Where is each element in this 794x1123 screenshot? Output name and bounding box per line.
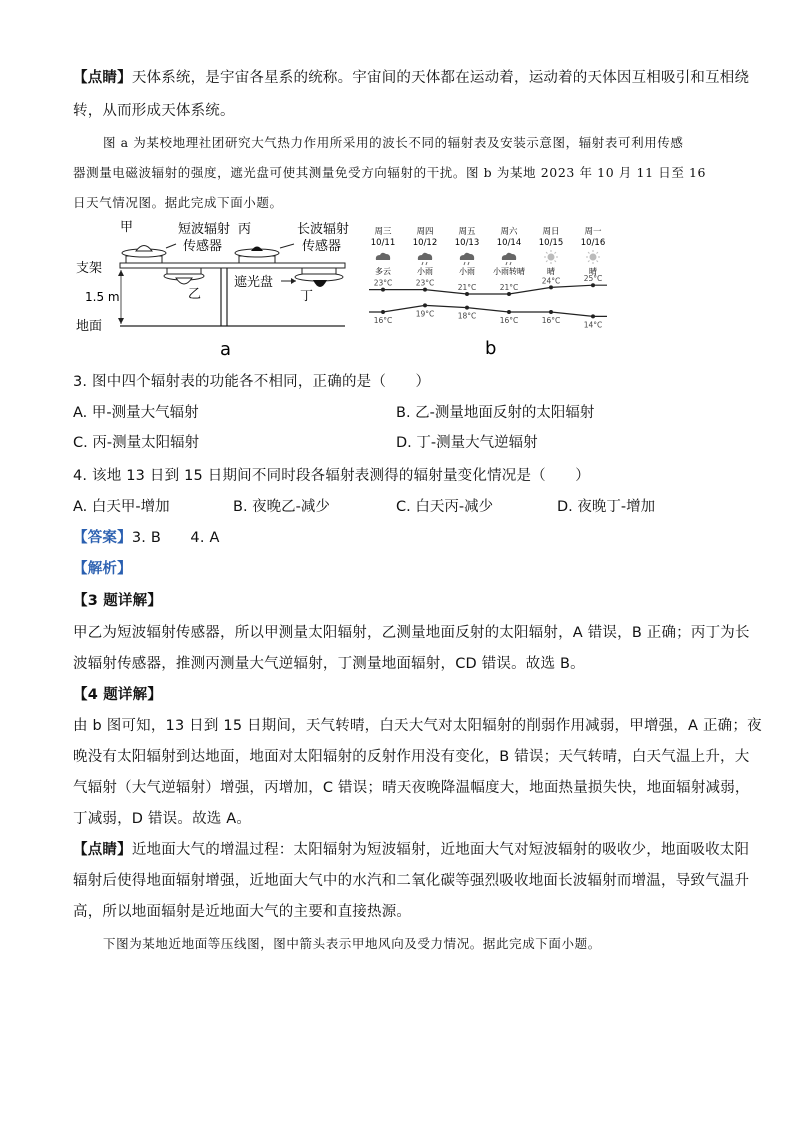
weather-label: 多云 <box>375 267 391 276</box>
detail4-tag: 【4 题详解】 <box>73 687 163 703</box>
caption-a: a <box>220 339 232 360</box>
high-temp-line <box>369 285 607 294</box>
q3-option-c: C. 丙-测量太阳辐射 <box>73 435 200 451</box>
note-text-1: 近地面大气的增温过程：太阳辐射为短波辐射，近地面大气对短波辐射的吸收少，地面吸收太阳 <box>131 842 750 858</box>
date-label: 10/14 <box>496 238 522 248</box>
low-temp-label: 16°C <box>373 316 393 325</box>
high-temp-label: 25°C <box>583 274 603 284</box>
label-height: 1.5 m <box>85 290 120 304</box>
high-temp-label: 21°C <box>499 283 519 292</box>
weekday-label: 周五 <box>458 227 476 237</box>
q3-option-a: A. 甲-测量大气辐射 <box>73 405 199 421</box>
q4-option-d: D. 夜晚丁-增加 <box>557 499 656 515</box>
q4-option-b: B. 夜晚乙-减少 <box>233 499 330 515</box>
note-line-2: 辐射后使得地面辐射增强，近地面大气中的水汽和二氧化碳等强烈吸收地面长波辐射而增温，导致气温升 <box>73 873 750 889</box>
rain-icon <box>460 253 474 265</box>
weekday-label: 周三 <box>374 227 392 237</box>
intro-tag: 【点睛】 <box>73 70 132 86</box>
weekday-label: 周四 <box>416 227 434 237</box>
low-temp-label: 18°C <box>457 311 477 321</box>
intro-line-1 <box>73 66 749 87</box>
weather-label: 晴 <box>589 267 597 276</box>
note-tag: 【点睛】 <box>73 842 132 858</box>
q4-stem: 4. 该地 13 日到 15 日期间不同时段各辐射表测得的辐射量变化情况是（ ） <box>73 468 590 484</box>
weekday-label: 周日 <box>542 227 560 237</box>
q4-option-a: A. 白天甲-增加 <box>73 499 170 515</box>
label-shade: 遮光盘 <box>234 275 274 290</box>
low-temp-label: 14°C <box>583 320 603 330</box>
detail4-line-2: 晚没有太阳辐射到达地面，地面对太阳辐射的反射作用没有变化，B 错误；天气转晴，白天气温上升，大 <box>73 749 750 765</box>
low-temp-label: 19°C <box>415 309 435 319</box>
label-long-wave-1: 长波辐射 <box>297 222 349 237</box>
intro-text-1: 天体系统，是宇宙各星系的统称。宇宙间的天体都在运动着，运动着的天体因互相吸引和互相绕 <box>131 70 750 86</box>
weather-label: 晴 <box>547 267 555 276</box>
date-label: 10/13 <box>454 238 480 248</box>
label-yi: 乙 <box>188 287 202 302</box>
q3-option-d: D. 丁-测量大气逆辐射 <box>396 435 538 451</box>
sun-icon <box>586 250 600 264</box>
intro-line-2: 转，从而形成天体系统。 <box>73 103 235 119</box>
label-bing: 丙 <box>238 222 252 237</box>
high-temp-label: 23°C <box>373 278 393 288</box>
next-stem: 下图为某地近地面等压线图，图中箭头表示甲地风向及受力情况。据此完成下面小题。 <box>103 936 601 951</box>
detail4-line-1: 由 b 图可知，13 日到 15 日期间，天气转晴，白天大气对太阳辐射的削弱作用减弱，甲增强，A 正确；夜 <box>73 718 762 734</box>
answer-text: 3. B 4. A <box>131 530 220 546</box>
date-label: 10/16 <box>580 238 606 248</box>
detail3-line-2: 波辐射传感器，推测丙测量大气逆辐射，丁测量地面辐射，CD 错误。故选 B。 <box>73 656 585 672</box>
figure-b <box>362 222 617 362</box>
caption-b: b <box>485 338 497 359</box>
detail3-line-1: 甲乙为短波辐射传感器，所以甲测量太阳辐射，乙测量地面反射的太阳辐射，A 错误，B 正确；丙丁为长 <box>73 625 750 641</box>
figure-a <box>74 218 349 360</box>
detail4-line-4: 丁减弱，D 错误。故选 A。 <box>73 811 252 827</box>
q4-option-c: C. 白天丙-减少 <box>396 499 494 515</box>
weather-label: 小雨 <box>459 267 475 276</box>
label-jia: 甲 <box>120 220 134 235</box>
label-ground: 地面 <box>76 319 103 334</box>
q3-stem: 3. 图中四个辐射表的功能各不相同，正确的是（ ） <box>73 374 431 390</box>
support-bar <box>120 263 345 268</box>
label-support: 支架 <box>76 261 103 276</box>
weekday-label: 周六 <box>500 227 518 237</box>
date-label: 10/12 <box>412 238 438 248</box>
label-short-wave-2: 传感器 <box>183 239 223 254</box>
weather-label: 小雨转晴 <box>493 267 525 276</box>
low-temp-line <box>369 305 607 319</box>
low-temp-label: 16°C <box>499 316 519 325</box>
cloudy-icon <box>376 253 390 260</box>
high-temp-label: 21°C <box>457 283 477 292</box>
rain-icon <box>502 253 516 265</box>
detail4-line-3: 气辐射（大气逆辐射）增强，丙增加，C 错误；晴天夜晚降温幅度大，地面热量损失快，地面辐射减弱， <box>73 780 750 796</box>
label-long-wave-2: 传感器 <box>302 239 342 254</box>
date-label: 10/11 <box>370 238 396 248</box>
label-ding: 丁 <box>300 289 314 304</box>
detail3-tag: 【3 题详解】 <box>73 593 163 609</box>
weather-label: 小雨 <box>417 267 433 276</box>
q3-option-b: B. 乙-测量地面反射的太阳辐射 <box>396 405 595 421</box>
note-line-3: 高，所以地面辐射是近地面大气的主要和直接热源。 <box>73 904 412 920</box>
high-temp-label: 24°C <box>541 276 561 286</box>
answer-line <box>73 526 220 547</box>
high-temp-label: 23°C <box>415 278 435 288</box>
stem-line-1: 图 a 为某校地理社团研究大气热力作用所采用的波长不同的辐射表及安装示意图，辐射表可利用传感 <box>103 135 684 150</box>
label-short-wave-1: 短波辐射 <box>178 222 231 237</box>
rain-icon <box>418 253 432 265</box>
stem-line-2: 器测量电磁波辐射的强度，遮光盘可使其测量免受方向辐射的干扰。图 b 为某地 2023 年 10 月 11 日至 16 <box>73 165 707 180</box>
stem-line-3: 日天气情况图。据此完成下面小题。 <box>73 195 283 210</box>
analysis-tag: 【解析】 <box>73 561 132 577</box>
low-temp-label: 16°C <box>541 316 561 325</box>
answer-tag: 【答案】 <box>73 530 132 546</box>
note-line-1 <box>73 838 749 859</box>
weekday-label: 周一 <box>584 227 602 237</box>
sun-icon <box>544 250 558 264</box>
date-label: 10/15 <box>538 238 564 248</box>
